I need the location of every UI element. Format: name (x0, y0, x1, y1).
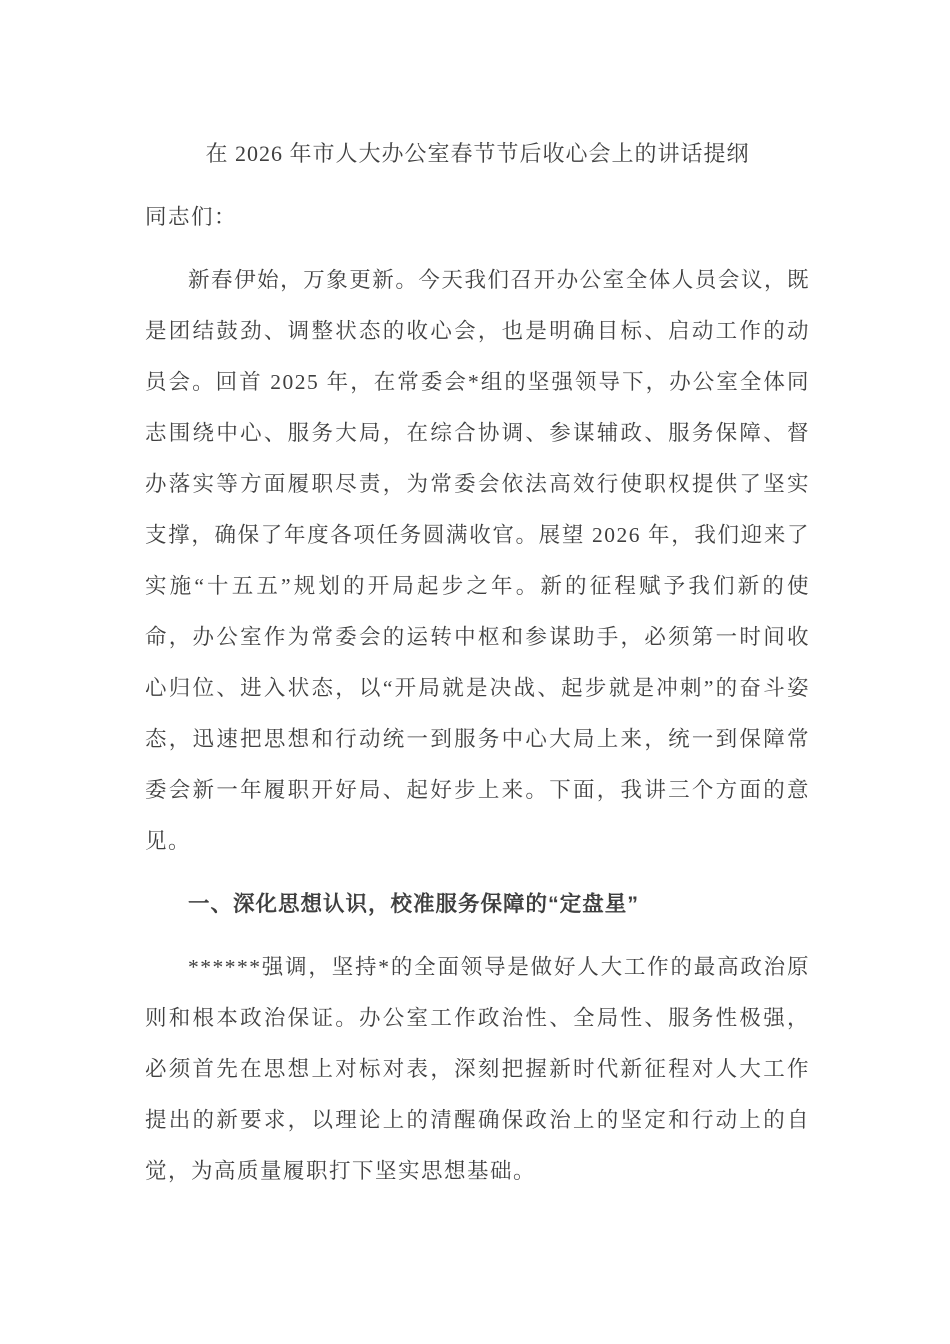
paragraph-intro: 新春伊始，万象更新。今天我们召开办公室全体人员会议，既是团结鼓劲、调整状态的收心会，也是明确目标、启动工作的动员会。回首 2025 年，在常委会*组的坚强领导下，办公室全体同志围绕中心、服务大局，在综合协调、参谋辅政、服务保障、督办落实等方面履职尽责，为常委会依法高效行使职权提供了坚实支撑，确保了年度各项任务圆满收官。展望 2026 年，我们迎来了实施“十五五”规划的开局起步之年。新的征程赋予我们新的使命，办公室作为常委会的运转中枢和参谋助手，必须第一时间收心归位、进入状态，以“开局就是决战、起步就是冲刺”的奋斗姿态，迅速把思想和行动统一到服务中心大局上来，统一到保障常委会新一年履职开好局、起好步上来。下面，我讲三个方面的意见。 (145, 267, 810, 853)
salutation: 同志们： (145, 204, 238, 229)
paragraph-section-1: ******强调，坚持*的全面领导是做好人大工作的最高政治原则和根本政治保证。办公室工作政治性、全局性、服务性极强，必须首先在思想上对标对表，深刻把握新时代新征程对人大工作提出的新要求，以理论上的清醒确保政治上的坚定和行动上的自觉，为高质量履职打下坚实思想基础。 (145, 954, 810, 1183)
document-title: 在 2026 年市人大办公室春节节后收心会上的讲话提纲 (205, 141, 750, 166)
section-heading-1: 一、深化思想认识，校准服务保障的“定盘星” (188, 891, 640, 916)
